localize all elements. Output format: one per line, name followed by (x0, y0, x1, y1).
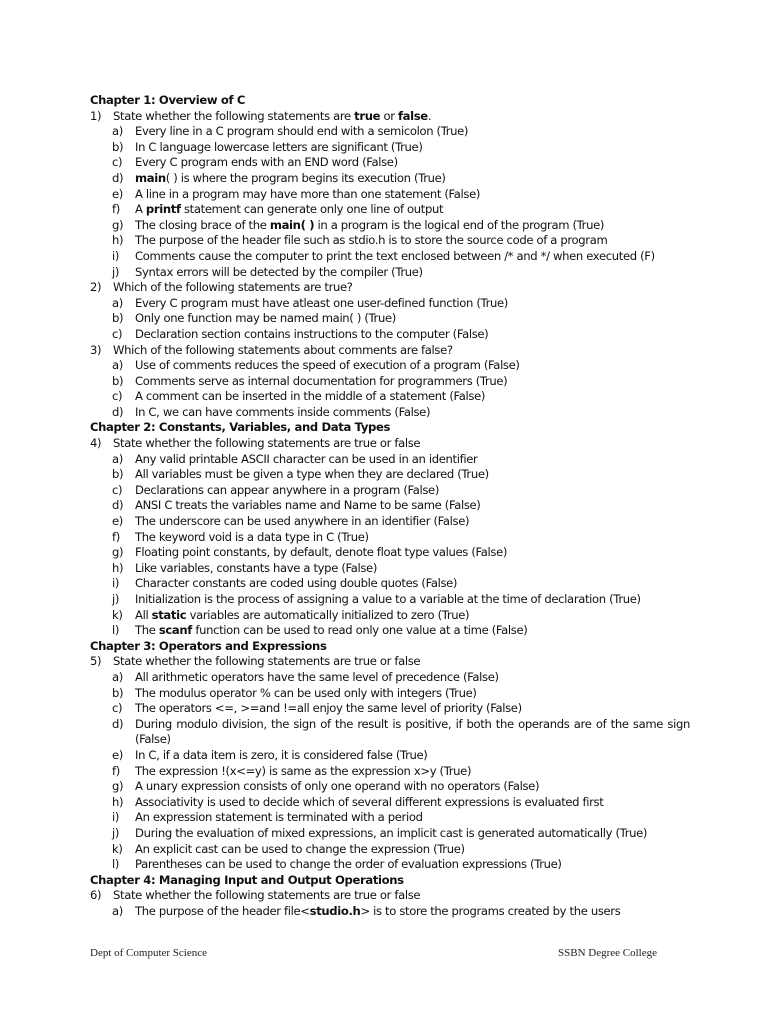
item-letter: i) (112, 810, 120, 825)
list-item (90, 498, 690, 514)
bold-term: main (135, 170, 166, 185)
item-text (135, 857, 690, 873)
text-run: Only one function may be named main( ) (True) (135, 311, 396, 326)
item-letter: h) (112, 794, 124, 809)
item-letter: c) (112, 326, 123, 341)
item-text (135, 452, 690, 468)
list-item (90, 249, 690, 265)
text-run: A unary expression consists of only one operand with no operators (False) (135, 779, 540, 794)
text-run: Associativity is used to decide which of several different expressions is evaluated first (135, 794, 604, 809)
list-item (90, 810, 690, 826)
item-letter: d) (112, 716, 124, 731)
list-item (90, 124, 690, 140)
text-run: Comments cause the computer to print the text enclosed between /* and */ when executed (F) (135, 248, 655, 263)
list-item (90, 795, 690, 811)
list-item (90, 670, 690, 686)
text-run: An explicit cast can be used to change the expression (True) (135, 841, 465, 856)
item-letter: g) (112, 779, 124, 794)
item-text (135, 842, 690, 858)
list-item (90, 826, 690, 842)
item-text (135, 389, 690, 405)
item-text (135, 467, 690, 483)
list-item (90, 561, 690, 577)
footer-right: SSBN Degree College (558, 947, 657, 959)
chapter-heading: Chapter 1: Overview of C (90, 93, 246, 107)
item-letter: b) (112, 685, 124, 700)
text-run: The underscore can be used anywhere in an identifier (False) (135, 514, 470, 529)
chapter-heading: Chapter 2: Constants, Variables, and Data Types (90, 420, 391, 435)
bold-term: scanf (158, 623, 193, 638)
list-item (90, 171, 690, 187)
item-letter: c) (112, 155, 123, 170)
item-text (135, 265, 690, 281)
bold-term: printf (145, 202, 181, 217)
chapter-heading: Chapter 3: Operators and Expressions (90, 638, 327, 653)
text-run: The purpose of the header file< (135, 903, 310, 918)
list-item (90, 311, 690, 327)
text-run: Initialization is the process of assigning a value to a variable at the time of declaration (True) (135, 592, 641, 606)
item-text (135, 358, 690, 374)
item-letter: k) (112, 607, 123, 622)
text-run: In C language lowercase letters are significant (True) (135, 139, 423, 154)
item-text (135, 327, 690, 343)
footer-left: Dept of Computer Science (90, 947, 207, 959)
list-item (90, 233, 690, 249)
list-item (90, 592, 690, 608)
item-text (135, 483, 690, 499)
list-item (90, 748, 690, 764)
text-run: The modulus operator % can be used only with integers (True) (135, 685, 477, 700)
text-run: The expression !(x<=y) is same as the expression x>y (True) (135, 763, 472, 778)
item-letter: h) (112, 233, 124, 248)
item-letter: c) (112, 482, 123, 497)
text-run: The keyword void is a data type in C (True) (135, 529, 369, 544)
text-run: Every C program ends with an END word (False) (135, 155, 398, 170)
text-run: Any valid printable ASCII character can be used in an identifier (135, 451, 478, 466)
item-text (135, 623, 690, 639)
item-text (135, 311, 690, 327)
item-letter: b) (112, 373, 124, 388)
list-item (90, 842, 690, 858)
item-text (135, 701, 690, 717)
item-text (135, 670, 690, 686)
item-letter: e) (112, 186, 123, 201)
list-item (90, 530, 690, 546)
list-item (90, 779, 690, 795)
item-text (135, 826, 690, 842)
item-letter: g) (112, 217, 124, 232)
item-letter: f) (112, 763, 120, 778)
text-run: In C, we can have comments inside comments (False) (135, 404, 431, 419)
question (90, 888, 690, 904)
text-run: Floating point constants, by default, denote float type values (False) (135, 545, 508, 560)
text-run: State whether the following statements are true or false (113, 436, 421, 451)
list-item (90, 265, 690, 281)
list-item (90, 202, 690, 218)
item-letter: b) (112, 467, 124, 482)
item-letter: a) (112, 124, 123, 139)
text-run: ( ) is where the program begins its execution (True) (165, 170, 446, 185)
list-item (90, 467, 690, 483)
text-run: In C, if a data item is zero, it is considered false (True) (135, 747, 428, 762)
item-text (135, 233, 690, 249)
text-run: Like variables, constants have a type (False) (135, 560, 378, 575)
text-run: Declaration section contains instructions to the computer (False) (135, 326, 489, 341)
question-text (113, 436, 420, 452)
item-text (135, 561, 690, 577)
text-run: An expression statement is terminated with a period (135, 810, 423, 825)
list-item (90, 686, 690, 702)
item-text (135, 779, 690, 795)
item-text (135, 374, 690, 390)
item-text (135, 576, 690, 592)
item-text (135, 545, 690, 561)
item-letter: d) (112, 498, 124, 513)
text-run: The closing brace of the (135, 217, 270, 232)
list-item (90, 701, 690, 717)
item-letter: f) (112, 529, 120, 544)
item-letter: e) (112, 747, 123, 762)
item-letter: b) (112, 139, 124, 154)
question-text (113, 109, 431, 125)
question (90, 109, 690, 125)
page-footer (90, 947, 657, 959)
text-run: or (380, 108, 398, 123)
bold-term: static (151, 607, 187, 622)
list-item (90, 452, 690, 468)
item-letter: j) (112, 264, 120, 279)
text-run: During modulo division, the sign of the result is positive, if both the operands are of the same sign (False) (135, 716, 690, 747)
item-letter: a) (112, 903, 123, 918)
list-item (90, 218, 690, 234)
question-number: 6) (90, 888, 102, 903)
question (90, 436, 690, 452)
text-run: All (135, 607, 152, 622)
item-text (135, 140, 690, 156)
text-run: Which of the following statements are true? (113, 280, 353, 295)
question-number: 3) (90, 342, 102, 357)
text-run: State whether the following statements are true or false (113, 654, 421, 669)
list-item (90, 623, 690, 639)
text-run: Syntax errors will be detected by the compiler (True) (135, 264, 423, 279)
question-text (113, 654, 420, 670)
text-run: The purpose of the header file such as stdio.h is to store the source code of a program (135, 233, 608, 248)
item-text (135, 124, 690, 140)
text-run: All variables must be given a type when they are declared (True) (135, 467, 489, 482)
question (90, 654, 690, 670)
question-text (113, 888, 420, 904)
item-text (135, 795, 690, 811)
text-run: All arithmetic operators have the same level of precedence (False) (135, 669, 499, 684)
item-text (135, 171, 690, 187)
item-text (135, 810, 690, 826)
list-item (90, 187, 690, 203)
item-letter: a) (112, 451, 123, 466)
item-text (135, 498, 690, 514)
text-run: State whether the following statements are (113, 108, 355, 123)
text-run: Use of comments reduces the speed of execution of a program (False) (135, 358, 520, 373)
item-text (135, 904, 690, 920)
text-run: in a program is the logical end of the program (True) (314, 217, 605, 232)
text-run: A comment can be inserted in the middle of a statement (False) (135, 389, 486, 404)
text-run: Declarations can appear anywhere in a program (False) (135, 482, 440, 497)
item-text (135, 717, 690, 748)
text-run: function can be used to read only one value at a time (False) (192, 623, 528, 638)
question-number: 1) (90, 108, 102, 123)
item-letter: d) (112, 170, 124, 185)
text-run: During the evaluation of mixed expressions, an implicit cast is generated automatically (True) (135, 825, 648, 840)
question-number: 4) (90, 436, 102, 451)
item-text (135, 405, 690, 421)
list-item (90, 608, 690, 624)
item-text (135, 764, 690, 780)
list-item (90, 155, 690, 171)
bold-term: main( ) (269, 217, 315, 232)
item-letter: a) (112, 358, 123, 373)
item-letter: c) (112, 701, 123, 716)
item-letter: f) (112, 202, 120, 217)
item-letter: g) (112, 545, 124, 560)
item-letter: i) (112, 248, 120, 263)
text-run: Character constants are coded using double quotes (False) (135, 576, 458, 591)
item-letter: j) (112, 592, 120, 606)
item-text (135, 592, 690, 608)
item-text (135, 218, 690, 234)
item-letter: k) (112, 841, 123, 856)
text-run: ANSI C treats the variables name and Name to be same (False) (135, 498, 481, 513)
item-text (135, 686, 690, 702)
item-letter: j) (112, 825, 120, 840)
list-item (90, 764, 690, 780)
text-run: Every C program must have atleast one user-defined function (True) (135, 295, 508, 310)
item-text (135, 748, 690, 764)
text-run: The (135, 623, 159, 638)
list-item (90, 483, 690, 499)
item-text (135, 608, 690, 624)
list-item (90, 405, 690, 421)
item-letter: i) (112, 576, 120, 591)
bold-term: studio.h (309, 903, 361, 918)
item-text (135, 514, 690, 530)
list-item (90, 358, 690, 374)
item-letter: c) (112, 389, 123, 404)
question-text (113, 280, 353, 296)
list-item (90, 296, 690, 312)
item-text (135, 187, 690, 203)
list-item (90, 140, 690, 156)
text-run: > is to store the programs created by the users (360, 903, 621, 918)
question-number: 5) (90, 654, 102, 669)
text-run: Comments serve as internal documentation for programmers (True) (135, 373, 508, 388)
item-letter: e) (112, 514, 123, 529)
item-letter: h) (112, 560, 124, 575)
bold-term: false (397, 108, 428, 123)
item-text (135, 202, 690, 218)
list-item (90, 545, 690, 561)
text-run: A line in a program may have more than one statement (False) (135, 186, 481, 201)
item-letter: b) (112, 311, 124, 326)
question (90, 343, 690, 359)
item-letter: l) (112, 857, 120, 872)
document-body (90, 93, 690, 919)
item-letter: a) (112, 295, 123, 310)
text-run: statement can generate only one line of output (180, 202, 444, 217)
list-item (90, 904, 690, 920)
text-run: Parentheses can be used to change the order of evaluation expressions (True) (135, 857, 562, 872)
list-item (90, 374, 690, 390)
item-text (135, 249, 690, 265)
text-run: Which of the following statements about comments are false? (113, 342, 453, 357)
item-letter: d) (112, 404, 124, 419)
list-item (90, 327, 690, 343)
list-item (90, 514, 690, 530)
list-item (90, 857, 690, 873)
question-text (113, 343, 453, 359)
item-letter: l) (112, 623, 120, 638)
text-run: The operators <=, >=and !=all enjoy the same level of priority (False) (135, 701, 522, 716)
question (90, 280, 690, 296)
list-item (90, 389, 690, 405)
text-run: variables are automatically initialized to zero (True) (186, 607, 470, 622)
text-run: . (427, 108, 432, 123)
text-run: State whether the following statements are true or false (113, 888, 421, 903)
bold-term: true (354, 108, 381, 123)
text-run: Every line in a C program should end with a semicolon (True) (135, 124, 469, 139)
question-number: 2) (90, 280, 102, 295)
chapter-heading: Chapter 4: Managing Input and Output Operations (90, 872, 404, 887)
item-letter: a) (112, 669, 123, 684)
item-text (135, 530, 690, 546)
item-text (135, 155, 690, 171)
list-item (90, 717, 690, 748)
item-text (135, 296, 690, 312)
text-run: A (135, 202, 146, 217)
list-item (90, 576, 690, 592)
